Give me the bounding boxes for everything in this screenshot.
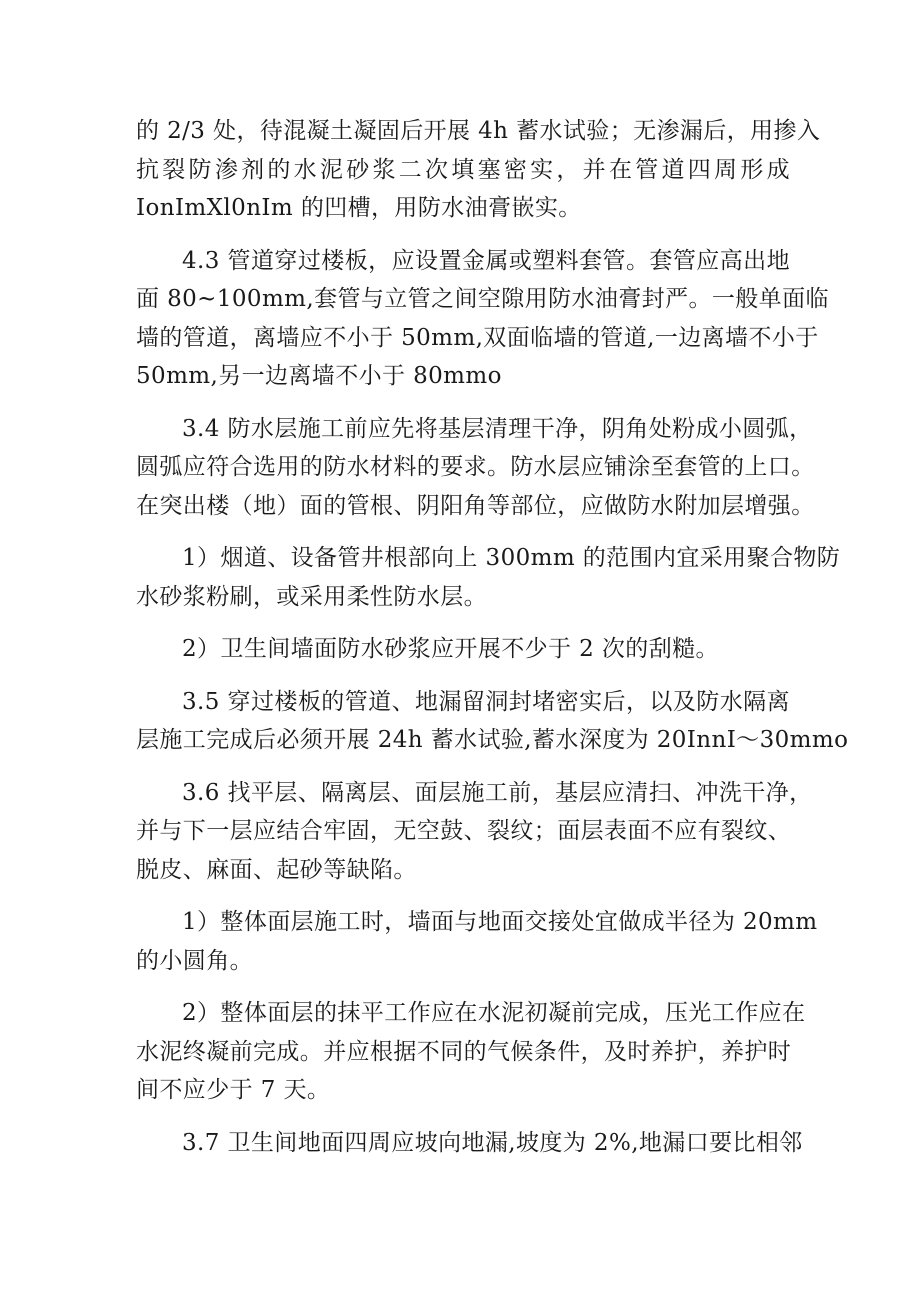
text-line: 1）烟道、设备管井根部向上 300mm 的范围内宜采用聚合物防 [182, 545, 841, 571]
text-line: 层施工完成后必须开展 24h 蓄水试验,蓄水深度为 20InnI～30mmo [136, 727, 849, 753]
text-line: 3.4 防水层施工前应先将基层清理干净，阴角处粉成小圆弧， [182, 415, 813, 442]
paragraph-3-4-item-2 [136, 630, 790, 669]
text-line: 墙的管道，离墙应不小于 50mm,双面临墙的管道,一边离墙不小于 [136, 324, 819, 351]
text-line: 面 80~100mm,套管与立管之间空隙用防水油膏封严。一般单面临 [136, 286, 829, 312]
paragraph-3-4 [136, 410, 815, 526]
text-line: 水泥终凝前完成。并应根据不同的气候条件，及时养护，养护时 [136, 1038, 792, 1065]
text-line: 50mm,另一边离墙不小于 80mmo [136, 363, 502, 389]
text-line: 的 2/3 处，待混凝土凝固后开展 4h 蓄水试验；无渗漏后，用掺入 [136, 118, 821, 144]
text-line: 间不应少于 7 天。 [136, 1077, 331, 1103]
paragraph-continuation [136, 112, 821, 228]
paragraph-3-6 [136, 774, 813, 890]
text-line: 2）卫生间墙面防水砂浆应开展不少于 2 次的刮糙。 [182, 636, 719, 662]
paragraph-3-7 [136, 1124, 803, 1163]
text-line: IonImXl0nIm 的凹槽，用防水油膏嵌实。 [136, 195, 582, 221]
text-line: 抗裂防渗剂的水泥砂浆二次填塞密实，并在管道四周形成 [136, 156, 790, 183]
document-body [136, 112, 849, 1176]
paragraph-3-5 [136, 683, 849, 760]
text-line: 圆弧应符合选用的防水材料的要求。防水层应铺涂至套管的上口。 [136, 454, 815, 480]
paragraph-3-4-item-1 [136, 539, 841, 616]
text-line: 1）整体面层施工时，墙面与地面交接处宜做成半径为 20mm [182, 909, 818, 935]
text-line: 水砂浆粉刷，或采用柔性防水层。 [136, 583, 487, 610]
text-line: 脱皮、麻面、起砂等缺陷。 [136, 856, 417, 883]
text-line: 的小圆角。 [136, 947, 253, 974]
text-line: 在突出楼（地）面的管根、阴阳角等部位，应做防水附加层增强。 [136, 492, 815, 519]
paragraph-3-6-item-2 [136, 994, 806, 1110]
text-line: 3.5 穿过楼板的管道、地漏留洞封堵密实后，以及防水隔离 [182, 688, 790, 715]
paragraph-3-6-item-1 [136, 903, 818, 980]
paragraph-4-3 [136, 242, 829, 396]
text-line: 2）整体面层的抹平工作应在水泥初凝前完成，压光工作应在 [182, 1000, 806, 1026]
text-line: 4.3 管道穿过楼板，应设置金属或塑料套管。套管应高出地 [182, 247, 790, 274]
text-line: 3.7 卫生间地面四周应坡向地漏,坡度为 2%,地漏口要比相邻 [182, 1129, 803, 1156]
text-line: 3.6 找平层、隔离层、面层施工前，基层应清扫、冲洗干净， [182, 779, 813, 806]
text-line: 并与下一层应结合牢固，无空鼓、裂纹；面层表面不应有裂纹、 [136, 818, 792, 844]
